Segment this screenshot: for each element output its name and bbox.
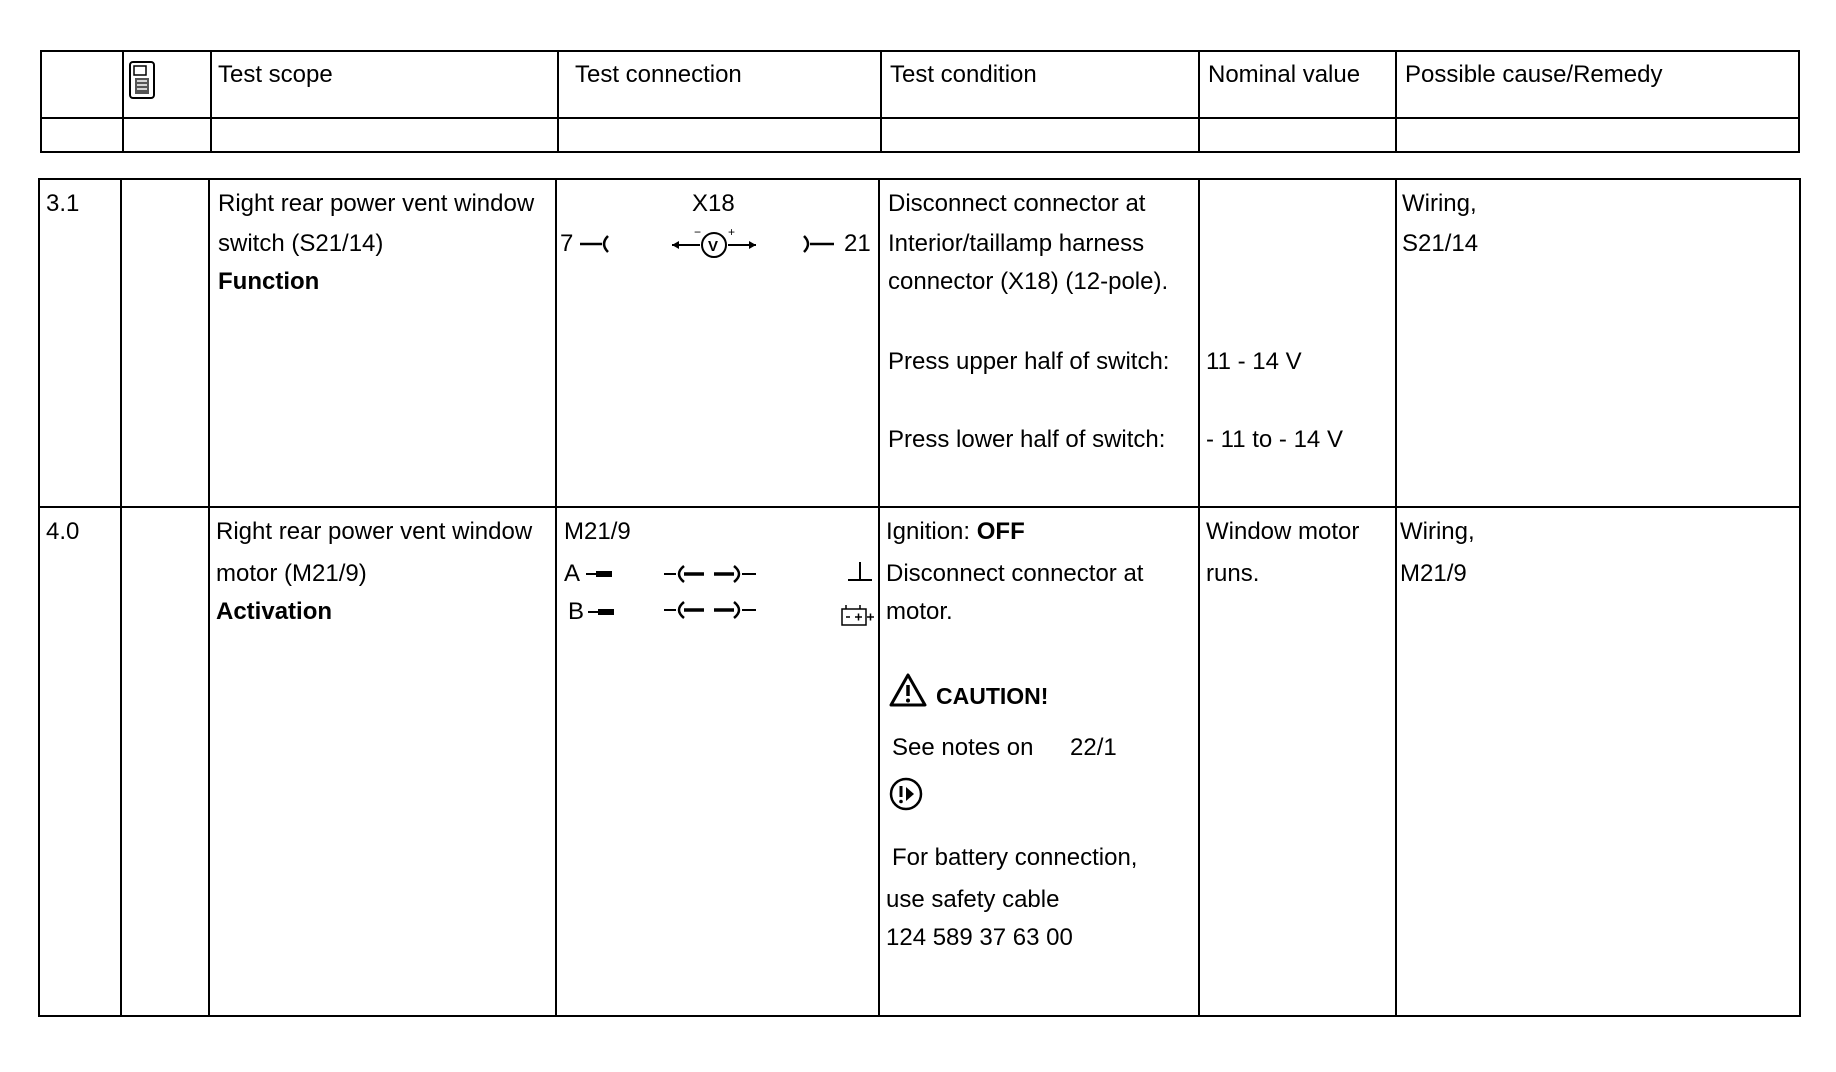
battery-note-line: For battery connection, [892, 844, 1138, 871]
test-scope-function: Function [218, 268, 320, 295]
remedy-line: Wiring, [1402, 190, 1477, 217]
voltmeter-icon [670, 226, 760, 260]
test-condition-upper: Press upper half of switch: [888, 348, 1170, 375]
test-condition-line: Disconnect connector at [886, 560, 1144, 587]
test-condition-line: Disconnect connector at [888, 190, 1146, 217]
tester-icon [128, 60, 156, 100]
test-condition-ignition [886, 518, 1025, 546]
battery-icon [840, 604, 876, 630]
adapter-cable-b-icon [662, 600, 762, 620]
remedy-line: M21/9 [1400, 560, 1467, 587]
header-nominal-value: Nominal value [1208, 61, 1361, 88]
step-number: 4.0 [46, 518, 80, 545]
nominal-value-line: Window motor [1206, 518, 1360, 545]
see-notes-reference: 22/1 [1070, 734, 1117, 761]
test-scope-line: switch (S21/14) [218, 230, 384, 257]
nominal-value-line: runs. [1206, 560, 1260, 587]
nominal-value-upper: 11 - 14 V [1206, 348, 1302, 375]
warning-triangle-icon [888, 672, 928, 708]
ignition-state: OFF [976, 518, 1025, 545]
test-condition-line: connector (X18) (12-pole). [888, 268, 1169, 295]
connector-label: X18 [692, 190, 735, 217]
caution-label: CAUTION! [936, 683, 1049, 709]
safety-cable-part-number: 124 589 37 63 00 [886, 924, 1073, 951]
step-number: 3.1 [46, 190, 80, 217]
test-condition-line: Interior/taillamp harness [888, 230, 1145, 257]
header-possible-cause: Possible cause/Remedy [1405, 61, 1663, 88]
adapter-cable-a-icon [662, 564, 762, 584]
connector-pin-a: A [564, 560, 581, 587]
battery-note-line: use safety cable [886, 886, 1060, 913]
pin-plug-right-icon [802, 232, 836, 256]
test-table [38, 178, 1801, 1017]
ignition-label: Ignition: [886, 518, 977, 545]
connector-label: M21/9 [564, 518, 631, 545]
ground-icon [846, 558, 874, 586]
svg-text:+: + [728, 225, 736, 239]
header-test-connection: Test connection [575, 61, 742, 88]
remedy-line: S21/14 [1402, 230, 1479, 257]
info-notice-icon [888, 776, 924, 812]
pin-socket-a-icon [584, 566, 614, 582]
voltmeter-symbol: V [708, 238, 719, 255]
test-condition-line: motor. [886, 598, 953, 625]
test-condition-lower: Press lower half of switch: [888, 426, 1166, 453]
test-scope-function: Activation [216, 598, 333, 625]
header-test-condition: Test condition [890, 61, 1037, 88]
test-scope-line: motor (M21/9) [216, 560, 367, 587]
remedy-line: Wiring, [1400, 518, 1475, 545]
nominal-value-lower: - 11 to - 14 V [1206, 426, 1343, 453]
connector-pin-right: 21 [844, 230, 871, 257]
test-scope-line: Right rear power vent window [216, 518, 533, 545]
pin-socket-b-icon [586, 604, 616, 620]
svg-text:−: − [694, 225, 702, 239]
test-scope-line: Right rear power vent window [218, 190, 535, 217]
header-test-scope: Test scope [218, 61, 333, 88]
see-notes-text: See notes on [892, 734, 1034, 761]
header-table [40, 50, 1800, 153]
pin-plug-left-icon [578, 232, 610, 256]
connector-pin-b: B [568, 598, 585, 625]
connector-pin-left: 7 [560, 230, 574, 257]
